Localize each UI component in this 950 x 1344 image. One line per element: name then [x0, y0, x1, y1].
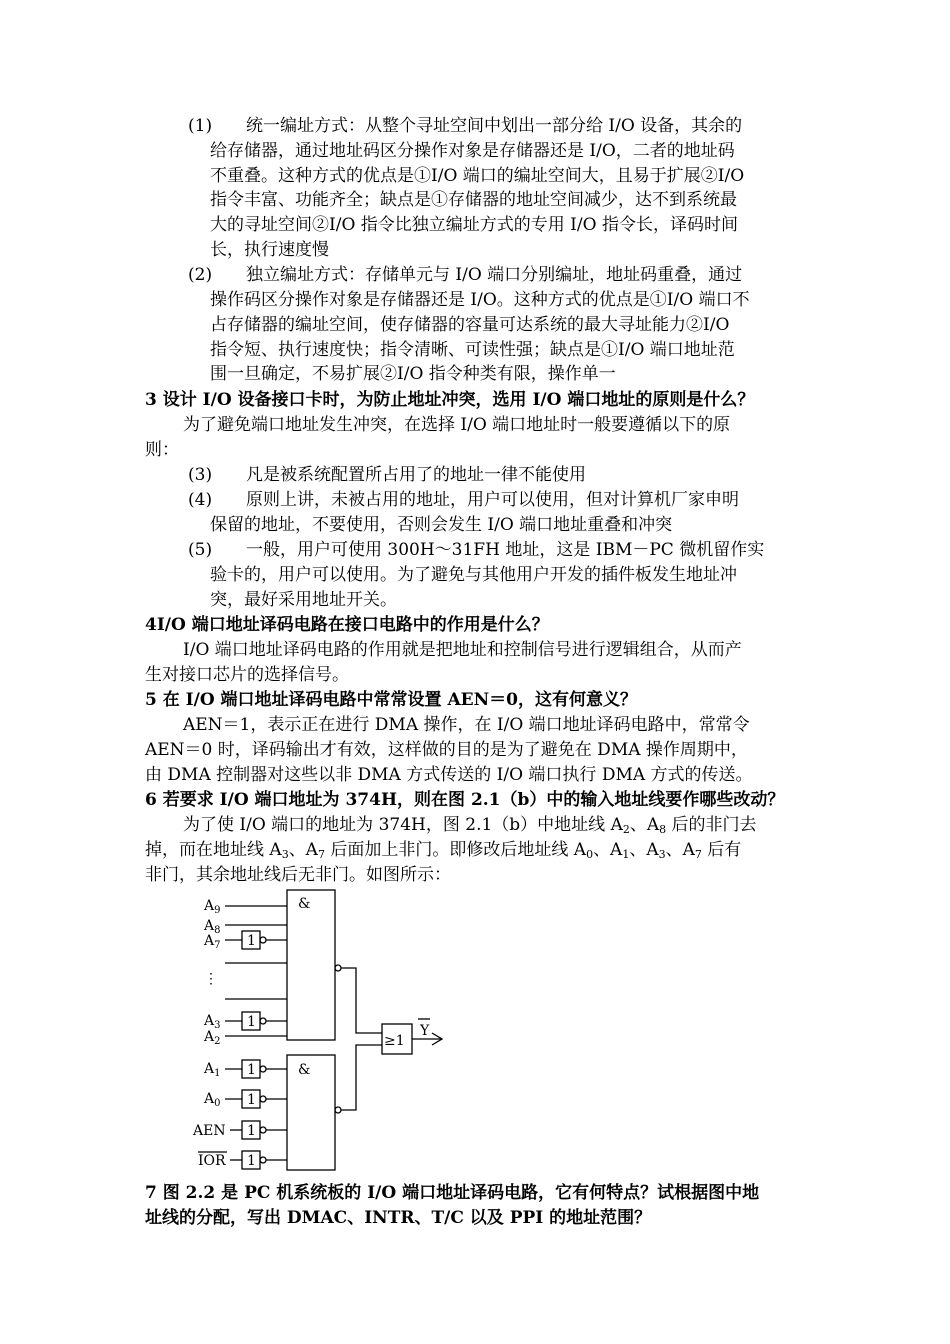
not-label-ior: 1 [247, 1153, 256, 1169]
answer-6-line-2: 掉，而在地址线 $A_3$、$A_7$ 后面加上非门。即修改后地址线 $A_0$、$A_1$、$A_3$、$A_7$ 后有 [145, 840, 742, 861]
item-4-line-2: 保留的地址，不要使用，否则会发生 I/O 端口地址重叠和冲突 [210, 515, 673, 535]
item-1-label: (1) [188, 116, 213, 136]
not-label-a7: 1 [247, 933, 256, 949]
item-1-line-6: 长，执行速度慢 [210, 240, 329, 260]
input-a7: $A_7$ [204, 933, 221, 951]
input-a9: $A_9$ [204, 898, 221, 916]
item-4-label: (4) [188, 490, 213, 510]
answer-4-line-1: I/O 端口地址译码电路的作用就是把地址和控制信号进行逻辑组合，从而产 [183, 640, 742, 660]
input-a3: $A_3$ [204, 1013, 221, 1031]
item-2-line-3: 占存储器的编址空间，使存储器的容量可达系统的最大寻址能力②I/O [210, 315, 730, 335]
and-gate-2 [287, 1055, 335, 1170]
and-symbol-2: & [298, 1062, 311, 1078]
not-label-a0: 1 [247, 1092, 256, 1108]
item-2-line-1: (2) 独立编址方式：存储单元与 I/O 端口分别编址，地址码重叠，通过 [188, 265, 743, 285]
answer-5-line-2: AEN＝0 时，译码输出才有效，这样做的目的是为了避免在 DMA 操作周期中， [145, 740, 748, 760]
answer-5-line-3: 由 DMA 控制器对这些以非 DMA 方式传送的 I/O 端口执行 DMA 方式的传送。 [145, 765, 753, 785]
item-5-line-2: 验卡的，用户可以使用。为了避免与其他用户开发的插件板发生地址冲 [210, 565, 737, 585]
input-aen: AEN [193, 1123, 226, 1139]
item-1-line-4: 指令丰富、功能齐全；缺点是①存储器的地址空间减少，达不到系统最 [210, 190, 737, 210]
answer-5-line-1: AEN＝1，表示正在进行 DMA 操作，在 I/O 端口地址译码电路中，常常令 [183, 715, 750, 735]
input-a1: $A_1$ [204, 1061, 221, 1079]
and-gate-1 [287, 890, 335, 1040]
answer-4-line-2: 生对接口芯片的选择信号。 [145, 665, 349, 685]
item-5-line-3: 突，最好采用地址开关。 [210, 590, 397, 610]
item-2-line-2: 操作码区分操作对象是存储器还是 I/O。这种方式的优点是①I/O 端口不 [210, 290, 750, 310]
not-label-a3: 1 [247, 1014, 256, 1030]
question-6: 6 若要求 I/O 端口地址为 374H，则在图 2.1（b）中的输入地址线要作哪些改动？ [145, 790, 785, 810]
question-3: 3 设计 I/O 设备接口卡时，为防止地址冲突，选用 I/O 端口地址的原则是什么？ [145, 390, 755, 410]
item-3-label: (3) [188, 465, 213, 485]
logic-diagram [180, 888, 460, 1178]
not-label-a1: 1 [247, 1062, 256, 1078]
input-ior: IOR [198, 1153, 226, 1169]
or-symbol: ≥1 [384, 1033, 405, 1049]
item-5-label: (5) [188, 540, 213, 560]
answer-3-line-2: 则： [145, 440, 179, 460]
item-1-line-2: 给存储器，通过地址码区分操作对象是存储器还是 I/O，二者的地址码 [210, 141, 735, 161]
answer-6-line-1: 为了使 I/O 端口的地址为 374H，图 2.1（b）中地址线 $A_2$、$A_8$ 后的非门去 [183, 815, 757, 836]
question-7-line-2: 址线的分配，写出 DMAC、INTR、T/C 以及 PPI 的地址范围？ [145, 1208, 652, 1228]
not-label-aen: 1 [247, 1123, 256, 1139]
question-5: 5 在 I/O 端口地址译码电路中常常设置 AEN＝0，这有何意义？ [145, 690, 637, 710]
item-2-line-5: 围一旦确定，不易扩展②I/O 指令种类有限，操作单一 [210, 364, 616, 384]
item-5-line-1: (5) 一般，用户可使用 300H～31FH 地址，这是 IBM－PC 微机留作实 [188, 540, 765, 560]
item-1-line-1: (1) 统一编址方式：从整个寻址空间中划出一部分给 I/O 设备，其余的 [188, 116, 743, 136]
item-2-line-4: 指令短、执行速度快；指令清晰、可读性强；缺点是①I/O 端口地址范 [210, 340, 735, 360]
and-symbol-1: & [298, 896, 311, 912]
input-a2: $A_2$ [204, 1029, 221, 1047]
answer-3-line-1: 为了避免端口地址发生冲突，在选择 I/O 端口地址时一般要遵循以下的原 [183, 415, 731, 435]
item-1-line-3: 不重叠。这种方式的优点是①I/O 端口的编址空间大，且易于扩展②I/O [210, 166, 745, 186]
output-y: Y [420, 1023, 430, 1039]
input-a8: $A_8$ [204, 918, 221, 936]
item-4-line-1: (4) 原则上讲，未被占用的地址，用户可以使用，但对计算机厂家申明 [188, 490, 739, 510]
ellipsis: ⋮ [204, 971, 218, 987]
question-4: 4I/O 端口地址译码电路在接口电路中的作用是什么？ [145, 615, 549, 635]
item-2-label: (2) [188, 265, 213, 285]
question-7-line-1: 7 图 2.2 是 PC 机系统板的 I/O 端口地址译码电路，它有何特点？试根据图中地 [145, 1183, 760, 1203]
item-3-line-1: (3) 凡是被系统配置所占用了的地址一律不能使用 [188, 465, 586, 485]
answer-6-line-3: 非门，其余地址线后无非门。如图所示： [145, 865, 451, 885]
input-a0: $A_0$ [204, 1091, 221, 1109]
item-1-line-5: 大的寻址空间②I/O 指令比独立编址方式的专用 I/O 指令长，译码时间 [210, 215, 738, 235]
